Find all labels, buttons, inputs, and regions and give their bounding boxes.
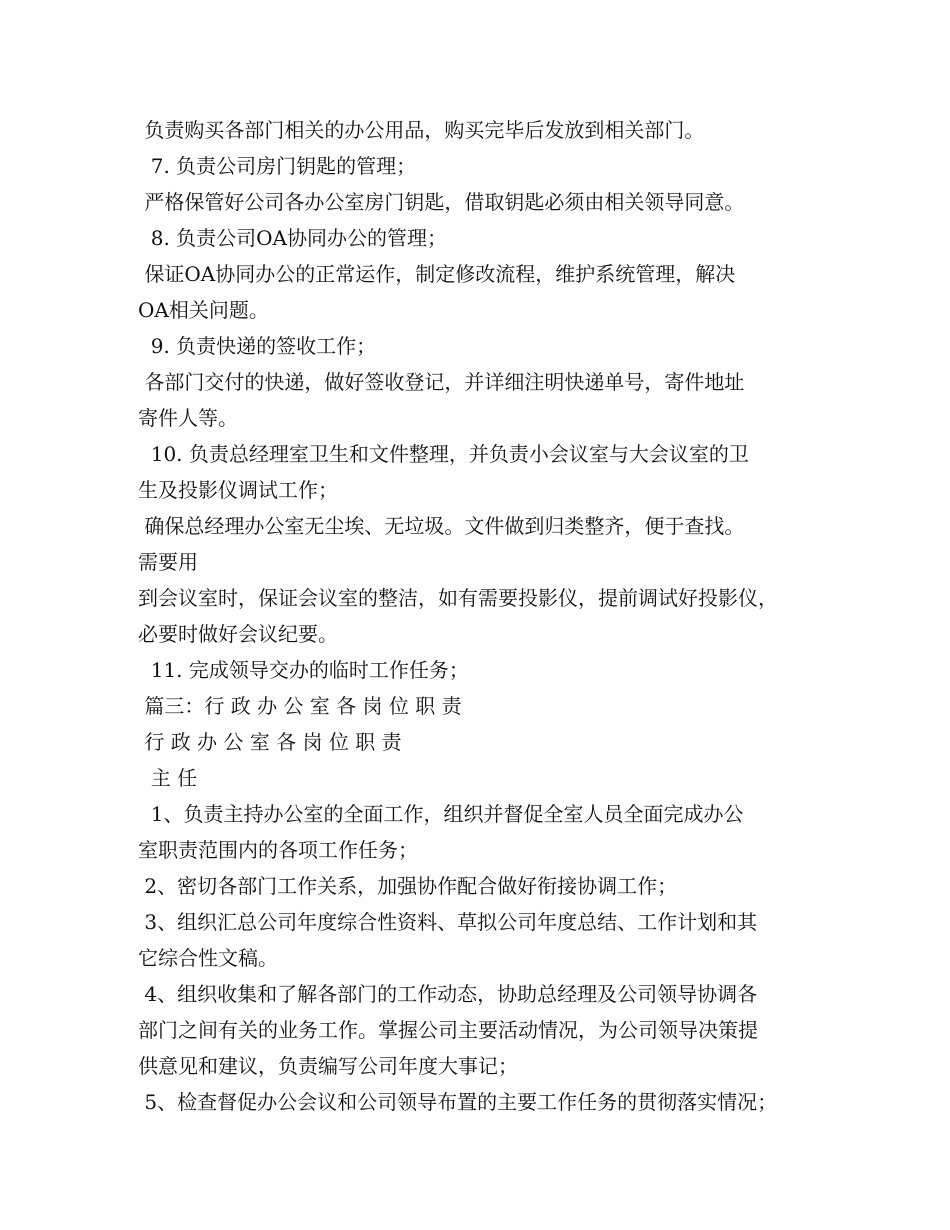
text-line: 11. 完成领导交办的临时工作任务； xyxy=(138,658,469,682)
text-line: 4、组织收集和了解各部门的工作动态，协助总经理及公司领导协调各 xyxy=(138,982,758,1006)
text-line: OA相关问题。 xyxy=(138,298,269,322)
text-line: 各部门交付的快递，做好签收登记，并详细注明快递单号，寄件地址 xyxy=(138,370,745,394)
text-line: 供意见和建议，负责编写公司年度大事记； xyxy=(138,1054,518,1078)
text-line: 2、密切各部门工作关系，加强协作配合做好衔接协调工作； xyxy=(138,874,678,898)
text-line: 1、负责主持办公室的全面工作，组织并督促全室人员全面完成办公 xyxy=(138,802,744,826)
text-line: 部门之间有关的业务工作。掌握公司主要活动情况，为公司领导决策提 xyxy=(138,1018,758,1042)
text-line: 5、检查督促办公会议和公司领导布置的主要工作任务的贯彻落实情况； xyxy=(138,1090,778,1114)
text-line: 9. 负责快递的签收工作； xyxy=(138,334,377,358)
text-line: 行 政 办 公 室 各 岗 位 职 责 xyxy=(138,730,402,754)
text-line: 7. 负责公司房门钥匙的管理； xyxy=(138,154,417,178)
text-line: 必要时做好会议纪要。 xyxy=(138,622,338,646)
text-line: 篇三：行 政 办 公 室 各 岗 位 职 责 xyxy=(138,694,462,718)
text-line: 10. 负责总经理室卫生和文件整理，并负责小会议室与大会议室的卫 xyxy=(138,442,749,466)
text-line: 需要用 xyxy=(138,550,198,574)
text-line: 它综合性文稿。 xyxy=(138,946,278,970)
text-line: 保证OA协同办公的正常运作，制定修改流程，维护系统管理，解决 xyxy=(138,262,736,286)
text-line: 负责购买各部门相关的办公用品，购买完毕后发放到相关部门。 xyxy=(138,118,705,142)
text-line: 确保总经理办公室无尘埃、无垃圾。文件做到归类整齐，便于查找。 xyxy=(138,514,745,538)
text-line: 到会议室时，保证会议室的整洁，如有需要投影仪，提前调试好投影仪， xyxy=(138,586,778,610)
text-line: 寄件人等。 xyxy=(138,406,238,430)
text-line: 生及投影仪调试工作； xyxy=(138,478,338,502)
text-line: 严格保管好公司各办公室房门钥匙，借取钥匙必须由相关领导同意。 xyxy=(138,190,745,214)
text-line: 主 任 xyxy=(138,766,198,790)
text-line: 3、组织汇总公司年度综合性资料、草拟公司年度总结、工作计划和其 xyxy=(138,910,758,934)
text-line: 8. 负责公司OA协同办公的管理； xyxy=(138,226,447,250)
text-line: 室职责范围内的各项工作任务； xyxy=(138,838,418,862)
